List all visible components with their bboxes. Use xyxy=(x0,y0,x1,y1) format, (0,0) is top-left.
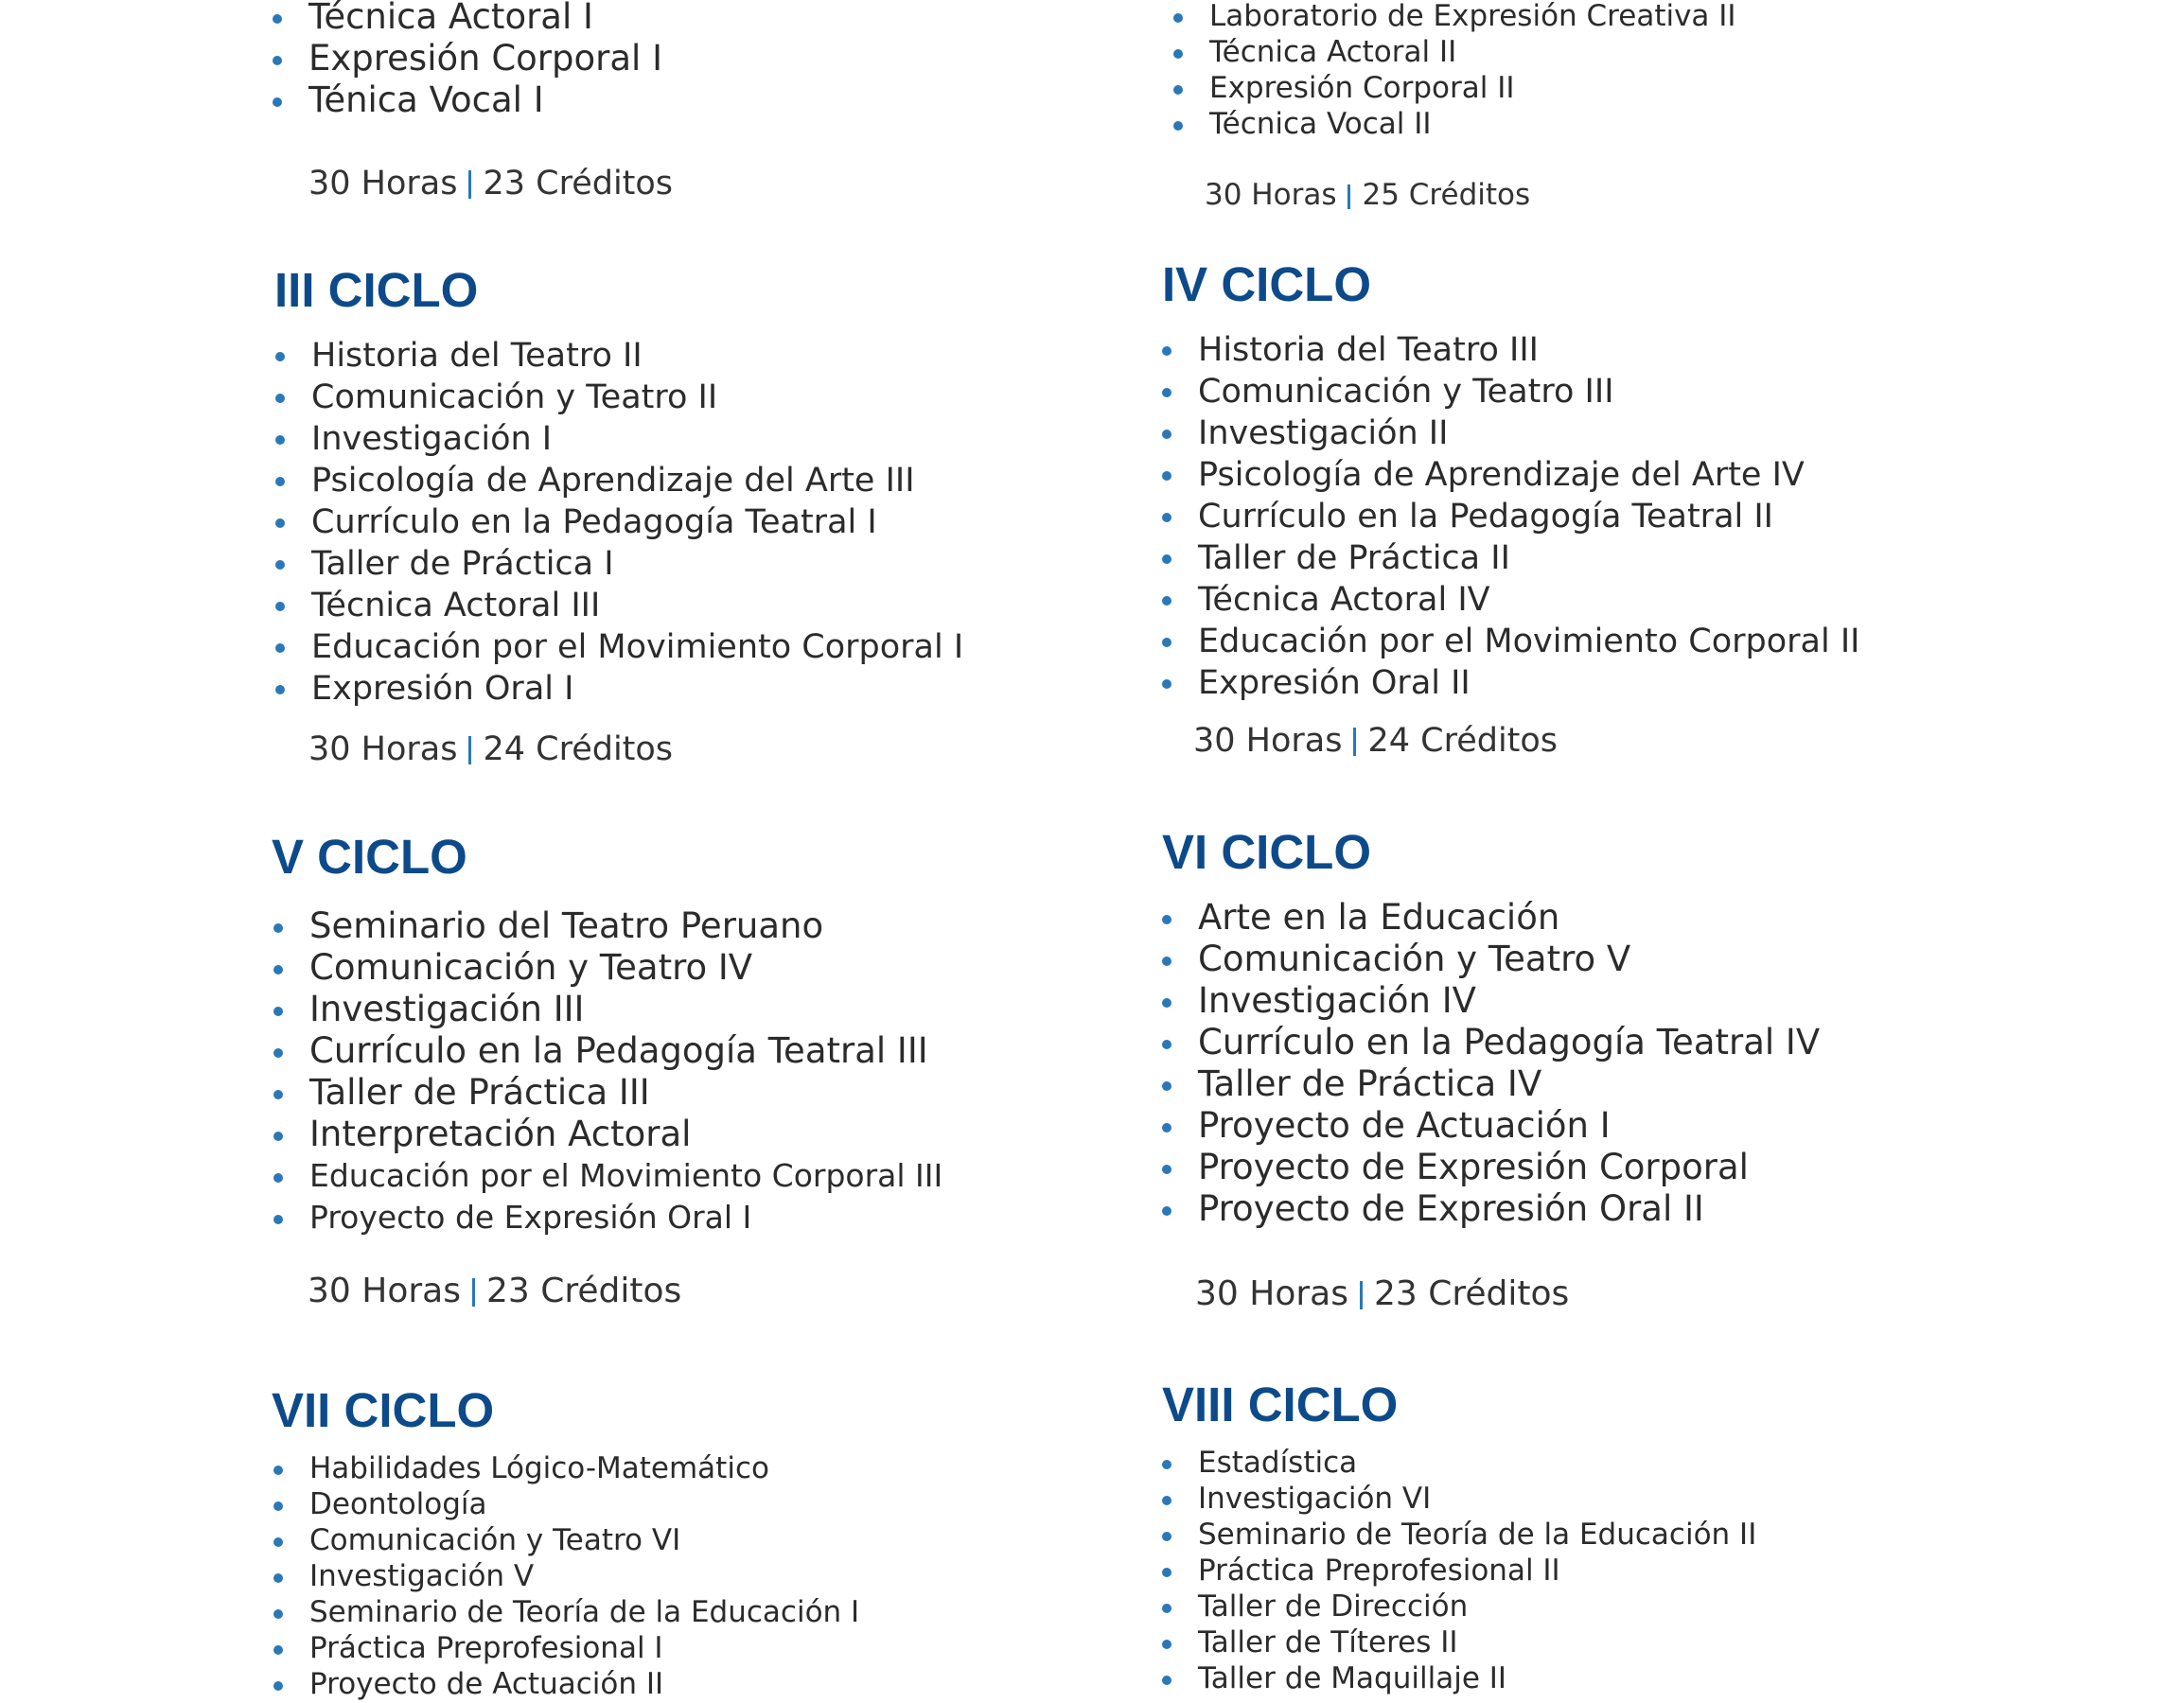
list-item: Ténica Vocal I xyxy=(273,79,662,121)
list-item: Comunicación y Teatro V xyxy=(1162,939,1820,980)
hours-label: 30 Horas xyxy=(308,1272,461,1310)
list-item: Expresión Corporal II xyxy=(1173,70,1736,106)
list-item: Interpretación Actoral xyxy=(273,1114,942,1155)
list-item: Currículo en la Pedagogía Teatral IV xyxy=(1162,1022,1820,1063)
hours-label: 30 Horas xyxy=(1205,178,1337,212)
list-item: Psicología de Aprendizaje del Arte III xyxy=(275,460,963,501)
list-item: Comunicación y Teatro II xyxy=(275,377,963,418)
list-item: Expresión Corporal I xyxy=(273,38,662,79)
cycle-i-summary xyxy=(308,165,673,202)
list-item: Arte en la Educación xyxy=(1162,897,1820,939)
list-item: Práctica Preprofesional I xyxy=(273,1630,859,1666)
cycle-iii-list xyxy=(275,335,963,710)
cycle-viii-list xyxy=(1162,1445,1756,1696)
list-item: Taller de Práctica IV xyxy=(1162,1063,1820,1105)
list-item: Investigación II xyxy=(1162,413,1859,454)
hours-label: 30 Horas xyxy=(1193,722,1343,760)
list-item: Investigación III xyxy=(273,989,942,1030)
list-item: Estadística xyxy=(1162,1445,1756,1481)
hours-label: 30 Horas xyxy=(1195,1274,1348,1313)
credits-label: 24 Créditos xyxy=(1367,722,1559,760)
cycle-vi-summary xyxy=(1195,1274,1569,1313)
list-item: Comunicación y Teatro III xyxy=(1162,371,1859,413)
list-item: Técnica Actoral I xyxy=(273,0,662,38)
list-item: Currículo en la Pedagogía Teatral II xyxy=(1162,496,1859,537)
list-item: Psicología de Aprendizaje del Arte IV xyxy=(1162,454,1859,496)
cycle-iii-heading: III CICLO xyxy=(274,263,479,317)
list-item: Investigación V xyxy=(273,1558,859,1594)
divider xyxy=(1347,184,1350,209)
list-item: Investigación I xyxy=(275,418,963,460)
cycle-ii-summary xyxy=(1205,178,1530,212)
list-item: Seminario del Teatro Peruano xyxy=(273,905,942,947)
list-item: Investigación VI xyxy=(1162,1481,1756,1517)
list-item: Expresión Oral I xyxy=(275,668,963,710)
list-item: Expresión Oral II xyxy=(1162,662,1859,704)
cycle-v-summary xyxy=(308,1272,681,1310)
divider xyxy=(1360,1281,1363,1309)
list-item: Educación por el Movimiento Corporal III xyxy=(273,1155,942,1197)
cycle-vi-list xyxy=(1162,897,1820,1230)
cycle-vii-list xyxy=(273,1450,859,1702)
divider xyxy=(468,736,471,764)
list-item: Técnica Actoral III xyxy=(275,585,963,626)
list-item: Proyecto de Actuación II xyxy=(273,1666,859,1702)
list-item: Taller de Dirección xyxy=(1162,1589,1756,1624)
list-item: Proyecto de Expresión Corporal xyxy=(1162,1147,1820,1188)
credits-label: 23 Créditos xyxy=(483,165,674,202)
list-item: Historia del Teatro III xyxy=(1162,329,1859,371)
hours-label: 30 Horas xyxy=(308,730,458,768)
list-item: Comunicación y Teatro IV xyxy=(273,947,942,989)
list-item: Taller de Práctica III xyxy=(273,1072,942,1114)
list-item: Educación por el Movimiento Corporal I xyxy=(275,626,963,668)
list-item: Técnica Actoral IV xyxy=(1162,579,1859,621)
list-item: Proyecto de Actuación I xyxy=(1162,1105,1820,1147)
list-item: Seminario de Teoría de la Educación I xyxy=(273,1594,859,1630)
list-item: Investigación IV xyxy=(1162,980,1820,1022)
cycle-v-list xyxy=(273,905,942,1238)
cycle-v-heading: V CICLO xyxy=(272,830,467,884)
list-item: Historia del Teatro II xyxy=(275,335,963,377)
divider xyxy=(472,1278,475,1307)
list-item: Deontología xyxy=(273,1486,859,1522)
cycle-iv-list xyxy=(1162,329,1859,704)
cycle-ii-list xyxy=(1173,0,1736,142)
list-item: Currículo en la Pedagogía Teatral III xyxy=(273,1030,942,1072)
divider xyxy=(1353,728,1356,756)
cycle-iii-summary xyxy=(308,730,673,768)
credits-label: 23 Créditos xyxy=(485,1272,682,1310)
hours-label: 30 Horas xyxy=(308,165,458,202)
list-item: Taller de Títeres II xyxy=(1162,1624,1756,1660)
list-item: Proyecto de Expresión Oral I xyxy=(273,1197,942,1238)
list-item: Taller de Práctica II xyxy=(1162,537,1859,579)
list-item: Técnica Actoral II xyxy=(1173,34,1736,70)
list-item: Educación por el Movimiento Corporal II xyxy=(1162,621,1859,662)
credits-label: 24 Créditos xyxy=(483,730,674,768)
cycle-iv-summary xyxy=(1193,722,1558,760)
list-item: Técnica Vocal II xyxy=(1173,106,1736,142)
cycle-iv-heading: IV CICLO xyxy=(1162,257,1372,311)
list-item: Taller de Práctica I xyxy=(275,543,963,585)
list-item: Habilidades Lógico-Matemático xyxy=(273,1450,859,1486)
credits-label: 23 Créditos xyxy=(1373,1274,1570,1313)
list-item: Proyecto de Expresión Oral II xyxy=(1162,1188,1820,1230)
credits-label: 25 Créditos xyxy=(1362,178,1531,212)
list-item: Comunicación y Teatro VI xyxy=(273,1522,859,1558)
cycle-vi-heading: VI CICLO xyxy=(1162,825,1372,879)
list-item: Laboratorio de Expresión Creativa II xyxy=(1173,0,1736,34)
cycle-vii-heading: VII CICLO xyxy=(272,1383,495,1437)
cycle-viii-heading: VIII CICLO xyxy=(1162,1378,1399,1431)
list-item: Seminario de Teoría de la Educación II xyxy=(1162,1517,1756,1553)
list-item: Práctica Preprofesional II xyxy=(1162,1553,1756,1589)
list-item: Currículo en la Pedagogía Teatral I xyxy=(275,501,963,543)
list-item: Taller de Maquillaje II xyxy=(1162,1660,1756,1696)
cycle-i-list xyxy=(273,0,662,121)
divider xyxy=(468,170,471,199)
